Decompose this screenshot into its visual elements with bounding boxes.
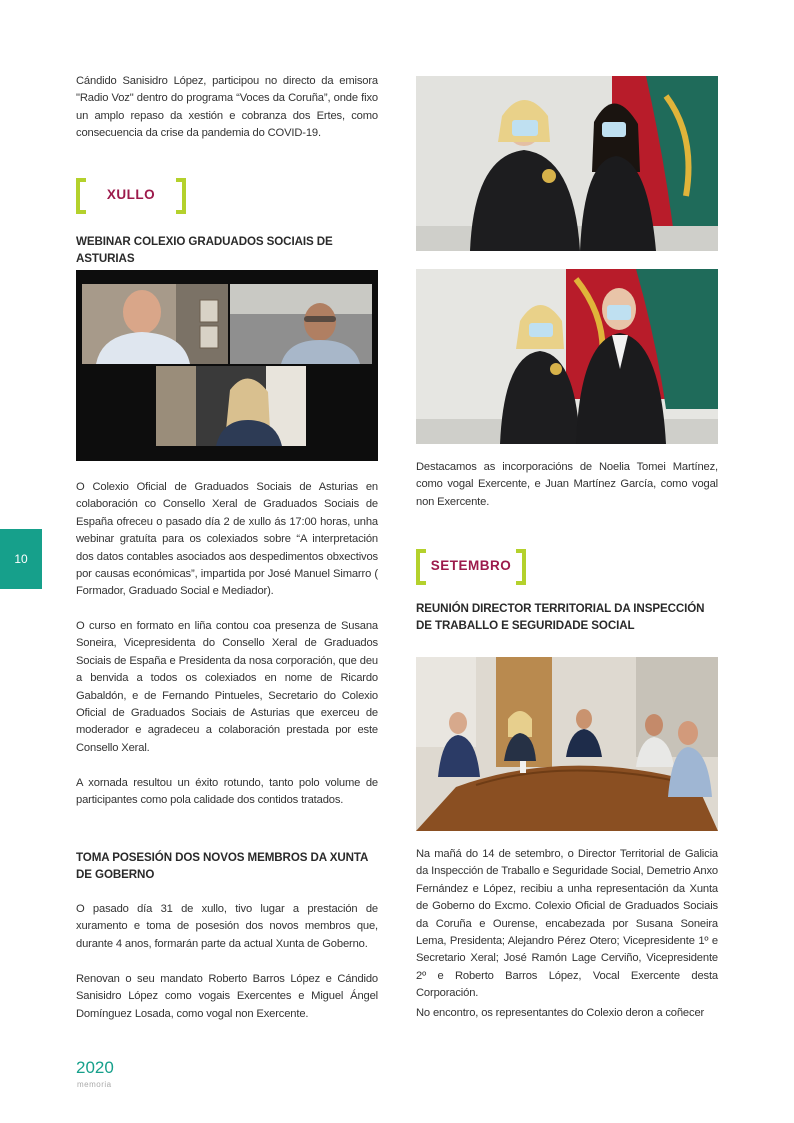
toma-paragraph-1: O pasado día 31 de xullo, tivo lugar a prestación de xuramento e toma de posesión dos novos membros que, durante 4 anos, formarán parte da actual Xunta de Goberno. — [76, 903, 378, 950]
reunion-paragraph-1: Na mañá do 14 de setembro, o Director Territorial de Galicia da Inspección de Traballo e Seguridade Social, Demetrio Anxo Fernández e López, recibiu a unha representación da Xunta de Goberno do Excmo. Colexio Oficial de Graduados Sociais da Coruña e Ourense, encabezada por Susana Soneira Lema, Presidenta; Alejandro Pérez Otero; Vicepresidente 1º e Secretario Xeral; José Ramón Lage Cerviño, Vicepresidente 2º e Roberto Barros López, Vocal Exercente desta Corporación. — [416, 848, 718, 1000]
section-label: SETEMBRO — [430, 558, 512, 573]
page-number: 10 — [14, 552, 28, 566]
webinar-video-call-image — [76, 270, 378, 461]
reunion-title: REUNIÓN DIRECTOR TERRITORIAL DA INSPECCIÓN DE TRABALLO E SEGURIDADE SOCIAL — [416, 602, 705, 632]
incorporacions-caption: Destacamos as incorporacións de Noelia Tomei Martínez, como vogal Exercente, e Juan Martínez García, como vogal non Exercente. — [416, 461, 718, 508]
bracket-right-icon — [176, 178, 186, 214]
oath-ceremony-image-2 — [416, 269, 718, 444]
webinar-title: WEBINAR COLEXIO GRADUADOS SOCIAIS DE ASTURIAS — [76, 235, 333, 265]
webinar-paragraph-2: O curso en formato en liña contou coa presenza de Susana Soneira, Vicepresidenta do Consello Xeral de Graduados Sociais de España e Presidenta da nosa corporación, que deu a benvida a todos os colexiados en nome de Ricardo Gabaldón, e de Fernando Pintueles, Secretario do Colexio Oficial de Graduados Sociais de Asturias que exerceu de moderador e agradeceu a colaboración prestada por este Consello Xeral. — [76, 620, 378, 754]
reunion-paragraph-2: No encontro, os representantes do Colexio deron a coñecer — [416, 1007, 705, 1019]
meeting-photo — [416, 657, 718, 831]
webinar-paragraph-1: O Colexio Oficial de Graduados Sociais de Asturias en colaboración co Consello Xeral de Graduados Sociais de España ofreceu o pasado día 2 de xullo ás 17:00 horas, unha webinar gratuíta para os colexiados sobre “A interpretación dos datos contables asociados aos despedimentos obxectivos por causas económicas”, impartida por José Manuel Simarro ( Formador, Graduado Social e Mediador). — [76, 481, 378, 598]
webinar-paragraph-3: A xornada resultou un éxito rotundo, tanto polo volume de participantes como pola calidade dos contidos tratados. — [76, 777, 378, 807]
toma-paragraph-2: Renovan o seu mandato Roberto Barros López e Cándido Sanisidro López como vogais Exercentes e Miguel Ángel Domínguez Losada, como vogal non Exercente. — [76, 973, 378, 1020]
bracket-right-icon — [516, 549, 526, 585]
oath-ceremony-image-1 — [416, 76, 718, 251]
section-tag-setembro — [416, 549, 526, 585]
footer-year: 2020 — [76, 1058, 114, 1077]
section-label: XULLO — [106, 187, 156, 202]
oath-photo-2 — [416, 269, 718, 444]
meeting-room-image — [416, 657, 718, 831]
intro-paragraph: Cándido Sanisidro López, participou no directo da emisora "Radio Voz" dentro do programa “Voces da Coruña”, onde fixo un amplo repaso da xestión e cobranza dos Ertes, como consecuencia da crise da pandemia do COVID-19. — [76, 75, 378, 140]
toma-posesion-title: TOMA POSESIÓN DOS NOVOS MEMBROS DA XUNTA DE GOBERNO — [76, 851, 368, 881]
webinar-video-call-photo — [76, 270, 378, 461]
footer-subtitle: memoria — [77, 1080, 112, 1089]
oath-photo-1 — [416, 76, 718, 251]
page-number-tab — [0, 529, 42, 589]
section-tag-xullo — [76, 178, 186, 214]
